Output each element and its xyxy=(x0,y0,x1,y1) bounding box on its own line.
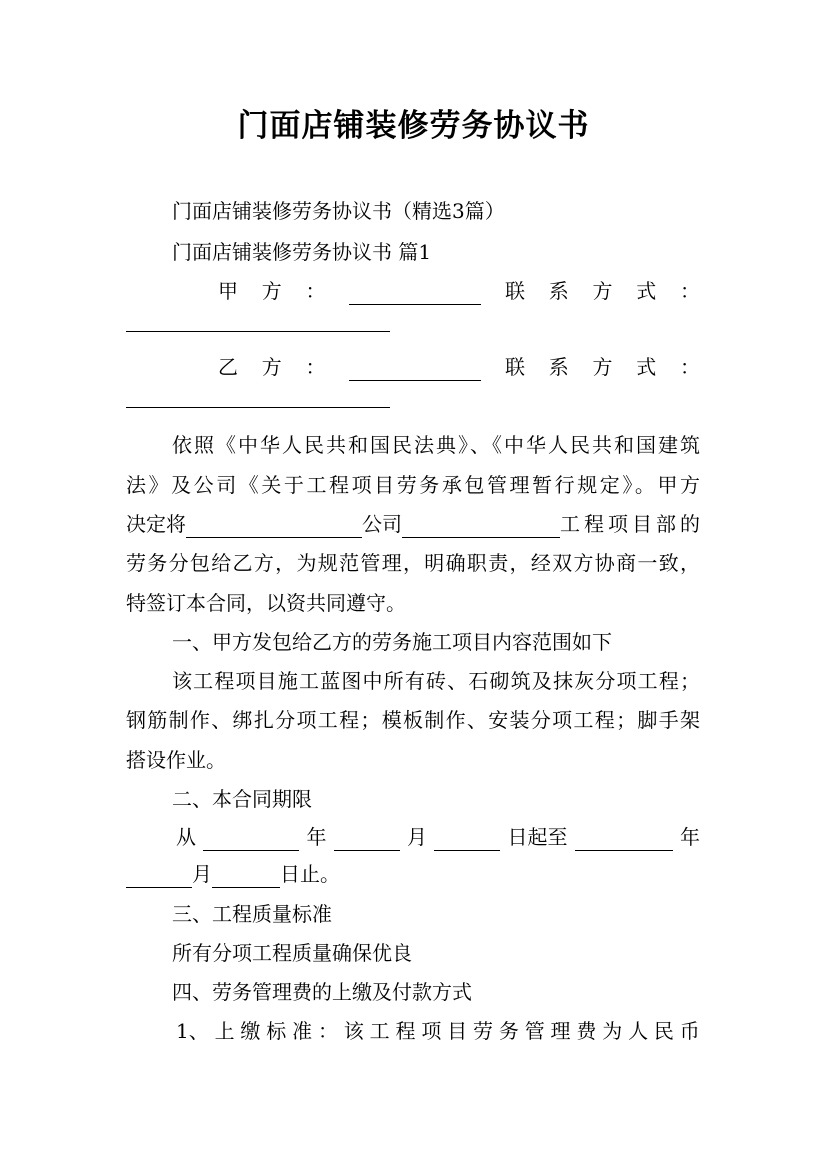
term-from: 从 xyxy=(176,825,196,849)
party-a-row xyxy=(218,277,700,305)
start-day-blank xyxy=(434,830,500,851)
section2-heading: 二、本合同期限 xyxy=(172,787,312,811)
project-blank xyxy=(402,517,560,538)
s4-c8: 程 xyxy=(395,1019,416,1043)
term-day-end: 日止。 xyxy=(280,862,340,886)
party-a-label-2: 方 xyxy=(261,279,282,303)
s4-c7: 工 xyxy=(369,1019,390,1043)
section1-heading: 一、甲方发包给乙方的劳务施工项目内容范围如下 xyxy=(172,630,612,654)
party-b-contact-3: 方 xyxy=(592,355,613,379)
party-b-row xyxy=(218,353,700,381)
para1-line3 xyxy=(126,510,700,538)
s4-c1: 上 xyxy=(214,1019,235,1043)
s4-c3: 标 xyxy=(266,1019,287,1043)
s4-c4: 准 xyxy=(292,1019,313,1043)
section1-line2: 钢筋制作、绑扎分项工程；模板制作、安装分项工程；脚手架 xyxy=(126,708,700,732)
party-a-label-1: 甲 xyxy=(218,279,238,303)
party-b-contact-blank xyxy=(126,407,390,408)
party-b-label-2: 方 xyxy=(261,355,282,379)
para1-line3-start: 决定将 xyxy=(126,512,186,536)
party-a-label-3: ： xyxy=(305,279,326,303)
s4-c13: 管 xyxy=(524,1019,545,1043)
term-year: 年 xyxy=(306,825,327,849)
end-day-blank xyxy=(212,867,280,888)
term-month: 月 xyxy=(407,825,427,849)
term-year2: 年 xyxy=(680,825,700,849)
term-day-start: 日起至 xyxy=(507,825,568,849)
end-month-blank xyxy=(126,867,192,888)
s4-c2: 缴 xyxy=(240,1019,261,1043)
para1-line2: 法》及公司《关于工程项目劳务承包管理暂行规定》。甲方 xyxy=(126,473,700,497)
section3-body: 所有分项工程质量确保优良 xyxy=(172,941,412,965)
end-year-blank xyxy=(575,830,673,851)
para1-line3-company: 公司 xyxy=(362,512,402,536)
s4-c11: 劳 xyxy=(473,1019,494,1043)
party-b-contact-1: 联 xyxy=(505,355,525,379)
section1-line1: 该工程项目施工蓝图中所有砖、石砌筑及抹灰分项工程； xyxy=(172,669,700,693)
party-b-name-blank xyxy=(349,360,481,381)
party-a-contact-5: ： xyxy=(680,279,700,303)
company-blank xyxy=(186,517,362,538)
section3-heading: 三、工程质量标准 xyxy=(172,902,332,926)
s4-c5: ： xyxy=(317,1019,338,1043)
party-b-contact-5: ： xyxy=(680,355,700,379)
s4-c12: 务 xyxy=(498,1019,519,1043)
s4-c17: 人 xyxy=(628,1019,649,1043)
start-year-blank xyxy=(203,830,299,851)
s4-c0: 1、 xyxy=(176,1019,209,1043)
s4-c15: 费 xyxy=(576,1019,597,1043)
s4-c19: 币 xyxy=(679,1019,700,1043)
document-subtitle: 门面店铺装修劳务协议书（精选3篇） xyxy=(172,199,505,223)
chapter-heading: 门面店铺装修劳务协议书 篇1 xyxy=(172,240,432,264)
section4-heading: 四、劳务管理费的上缴及付款方式 xyxy=(172,980,472,1004)
party-b-contact-2: 系 xyxy=(548,355,569,379)
para1-line1: 依照《中华人民共和国民法典》、《中华人民共和国建筑 xyxy=(172,433,700,457)
party-b-contact-4: 式 xyxy=(636,355,657,379)
party-a-contact-1: 联 xyxy=(505,279,525,303)
s4-c16: 为 xyxy=(602,1019,623,1043)
para1-line5: 特签订本合同，以资共同遵守。 xyxy=(126,591,406,615)
party-b-label-3: ： xyxy=(305,355,326,379)
party-a-name-blank xyxy=(349,284,481,305)
term-row-1 xyxy=(176,823,700,851)
section1-line3: 搭设作业。 xyxy=(126,748,226,772)
para1-line3-end: 工程项目部的 xyxy=(560,512,700,536)
s4-c14: 理 xyxy=(550,1019,571,1043)
term-month2: 月 xyxy=(192,862,212,886)
s4-c18: 民 xyxy=(653,1019,674,1043)
s4-c10: 目 xyxy=(447,1019,468,1043)
party-a-contact-2: 系 xyxy=(548,279,569,303)
party-a-contact-3: 方 xyxy=(592,279,613,303)
term-row-2 xyxy=(126,860,340,888)
party-a-contact-4: 式 xyxy=(636,279,657,303)
document-title: 门面店铺装修劳务协议书 xyxy=(237,108,590,144)
para1-line4: 劳务分包给乙方，为规范管理，明确职责，经双方协商一致， xyxy=(126,551,700,575)
section4-item1 xyxy=(176,1017,700,1045)
party-b-label-1: 乙 xyxy=(218,355,238,379)
s4-c6: 该 xyxy=(343,1019,364,1043)
s4-c9: 项 xyxy=(421,1019,442,1043)
party-a-contact-blank xyxy=(126,331,390,332)
start-month-blank xyxy=(334,830,400,851)
